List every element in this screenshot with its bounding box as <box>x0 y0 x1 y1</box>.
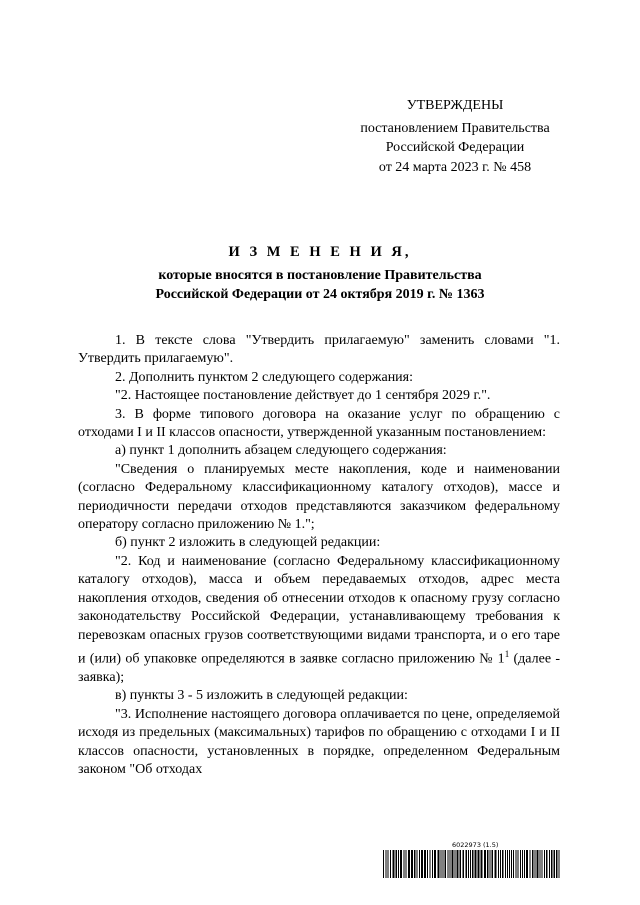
barcode-block <box>382 842 562 880</box>
paragraph-8-tail: (далее - заявка); <box>78 651 560 685</box>
document-subtitle <box>0 266 640 304</box>
footnote-superscript: 1 <box>504 648 510 659</box>
approval-line-1: постановлением Правительства <box>360 120 550 136</box>
document-title: И З М Е Н Е Н И Я, <box>228 244 412 260</box>
approval-block <box>330 96 580 177</box>
paragraph-8 <box>78 553 560 688</box>
subtitle-line-1: которые вносятся в постановление Правительства <box>158 268 482 283</box>
paragraph-3: "2. Настоящее постановление действует до 1 сентября 2029 г.". <box>115 388 491 404</box>
paragraph-9: в) пункты 3 - 5 изложить в следующей редакции: <box>115 688 408 704</box>
paragraph-7: б) пункт 2 изложить в следующей редакции: <box>115 535 381 551</box>
subtitle-line-2: Российской Федерации от 24 октября 2019 г. № 1363 <box>155 287 485 302</box>
approval-line-2: Российской Федерации <box>385 140 525 155</box>
approval-heading: УТВЕРЖДЕНЫ <box>406 98 504 113</box>
barcode-number: 6022973 (1.5) <box>452 841 499 849</box>
paragraph-10: "3. Исполнение настоящего договора оплачивается по цене, определяемой исходя из предельных (максимальных) тарифов по обращению с отходами I и II классов опасности, установленных в порядке, определенном Федеральным законом "Об отходах <box>78 706 560 777</box>
barcode-image <box>382 850 562 878</box>
paragraph-1: 1. В тексте слова "Утвердить прилагаемую" заменить словами "1. Утвердить прилагаемую". <box>78 333 560 367</box>
paragraph-2: 2. Дополнить пунктом 2 следующего содержания: <box>115 369 414 385</box>
document-body <box>78 332 560 779</box>
paragraph-4: 3. В форме типового договора на оказание услуг по обращению с отходами I и II классов опасности, утвержденной указанным постановлением: <box>78 406 560 441</box>
paragraph-8-text: "2. Код и наименование (согласно Федеральному классификационному каталогу отходов), масса и объем передаваемых отходов, адрес места накопления отходов, сведения об отнесении отходов к опасному грузу согласно законодательству Российской Федерации, устанавливающему требования к перевозкам опасных грузов соответствующими видами транспорта, и о его таре и (или) об упаковке определяются в заявке согласно приложению № 1 <box>78 553 560 667</box>
paragraph-6: "Сведения о планируемых месте накопления, коде и наименовании (согласно Федеральному классификационному каталогу отходов), массе и периодичности передачи отходов представляются заказчиком федеральному оператору согласно приложению № 1."; <box>78 461 560 533</box>
approval-line-3: от 24 марта 2023 г. № 458 <box>378 159 532 175</box>
paragraph-5: а) пункт 1 дополнить абзацем следующего содержания: <box>115 443 447 459</box>
